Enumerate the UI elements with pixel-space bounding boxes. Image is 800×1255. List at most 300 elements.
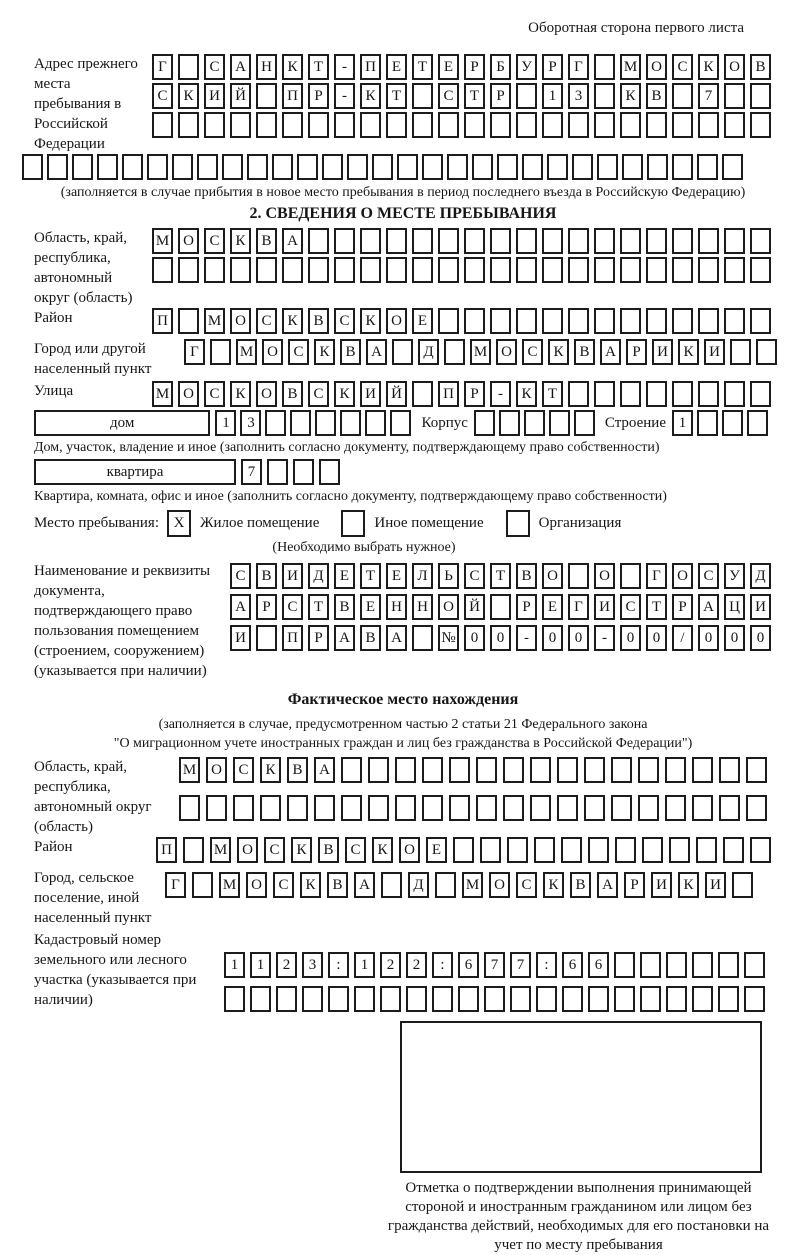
char-cell[interactable]: Ь [438,563,459,589]
char-cell[interactable] [464,257,485,283]
char-cell[interactable]: П [152,308,173,334]
char-cell[interactable]: О [594,563,615,589]
char-cell[interactable]: С [288,339,309,365]
char-cell[interactable]: В [360,625,381,651]
char-cell[interactable]: 3 [302,952,323,978]
char-cell[interactable] [594,54,615,80]
char-cell[interactable]: К [291,837,312,863]
char-cell[interactable] [557,795,578,821]
char-cell[interactable]: В [340,339,361,365]
char-cell[interactable] [646,257,667,283]
checkbox-organizatsiya[interactable] [506,510,530,537]
char-cell[interactable]: С [516,872,537,898]
char-cell[interactable] [588,986,609,1012]
char-cell[interactable] [47,154,68,180]
char-cell[interactable] [334,257,355,283]
char-cell[interactable] [597,154,618,180]
char-cell[interactable] [723,837,744,863]
char-cell[interactable]: 0 [724,625,745,651]
char-cell[interactable] [22,154,43,180]
char-cell[interactable]: Т [412,54,433,80]
char-cell[interactable] [646,112,667,138]
char-cell[interactable] [568,228,589,254]
char-cell[interactable]: Г [152,54,173,80]
char-cell[interactable]: В [750,54,771,80]
char-cell[interactable]: Е [386,54,407,80]
char-cell[interactable] [490,112,511,138]
char-cell[interactable] [395,795,416,821]
char-cell[interactable] [334,112,355,138]
char-cell[interactable] [640,986,661,1012]
char-cell[interactable]: О [438,594,459,620]
char-cell[interactable]: Е [438,54,459,80]
char-cell[interactable] [568,381,589,407]
char-cell[interactable]: С [620,594,641,620]
char-cell[interactable] [614,952,635,978]
char-cell[interactable]: И [594,594,615,620]
char-cell[interactable] [561,837,582,863]
char-cell[interactable] [672,83,693,109]
char-cell[interactable] [178,308,199,334]
char-cell[interactable]: К [698,54,719,80]
char-cell[interactable]: Р [256,594,277,620]
char-cell[interactable]: А [230,594,251,620]
char-cell[interactable] [647,154,668,180]
char-cell[interactable] [397,154,418,180]
char-cell[interactable]: И [651,872,672,898]
char-cell[interactable] [697,154,718,180]
char-cell[interactable] [516,228,537,254]
char-cell[interactable]: П [438,381,459,407]
char-cell[interactable] [547,154,568,180]
char-cell[interactable]: А [597,872,618,898]
char-cell[interactable]: М [219,872,240,898]
char-cell[interactable]: Р [626,339,647,365]
char-cell[interactable]: М [152,228,173,254]
char-cell[interactable]: 2 [380,952,401,978]
char-cell[interactable] [611,757,632,783]
char-cell[interactable] [464,228,485,254]
char-cell[interactable] [692,952,713,978]
char-cell[interactable] [432,986,453,1012]
char-cell[interactable] [458,986,479,1012]
char-cell[interactable] [746,795,767,821]
char-cell[interactable]: 6 [562,952,583,978]
char-cell[interactable]: Е [334,563,355,589]
char-cell[interactable] [360,257,381,283]
char-cell[interactable] [272,154,293,180]
char-cell[interactable]: Е [542,594,563,620]
char-cell[interactable]: 1 [672,410,693,436]
char-cell[interactable]: К [516,381,537,407]
char-cell[interactable] [698,308,719,334]
char-cell[interactable]: А [282,228,303,254]
char-cell[interactable]: А [386,625,407,651]
char-cell[interactable]: Н [412,594,433,620]
char-cell[interactable]: К [178,83,199,109]
char-cell[interactable] [490,308,511,334]
char-cell[interactable] [224,986,245,1012]
char-cell[interactable]: В [516,563,537,589]
char-cell[interactable] [672,112,693,138]
char-cell[interactable]: 7 [484,952,505,978]
char-cell[interactable]: С [230,563,251,589]
char-cell[interactable] [620,112,641,138]
char-cell[interactable] [260,795,281,821]
char-cell[interactable]: М [210,837,231,863]
char-cell[interactable] [340,410,361,436]
char-cell[interactable] [722,154,743,180]
char-cell[interactable]: О [386,308,407,334]
char-cell[interactable]: Т [542,381,563,407]
char-cell[interactable] [638,795,659,821]
char-cell[interactable]: М [620,54,641,80]
char-cell[interactable] [230,112,251,138]
char-cell[interactable]: - [516,625,537,651]
char-cell[interactable]: 1 [354,952,375,978]
char-cell[interactable] [646,228,667,254]
char-cell[interactable] [122,154,143,180]
char-cell[interactable] [620,228,641,254]
char-cell[interactable] [368,795,389,821]
char-cell[interactable] [178,54,199,80]
char-cell[interactable] [472,154,493,180]
char-cell[interactable]: К [360,308,381,334]
char-cell[interactable] [750,257,771,283]
char-cell[interactable]: Р [490,83,511,109]
char-cell[interactable] [756,339,777,365]
char-cell[interactable] [406,986,427,1012]
char-cell[interactable] [206,795,227,821]
char-cell[interactable] [615,837,636,863]
char-cell[interactable]: И [652,339,673,365]
char-cell[interactable]: Е [386,563,407,589]
char-cell[interactable]: 6 [588,952,609,978]
char-cell[interactable]: 1 [224,952,245,978]
char-cell[interactable]: Т [308,54,329,80]
char-cell[interactable]: Й [230,83,251,109]
char-cell[interactable]: Р [464,54,485,80]
char-cell[interactable] [390,410,411,436]
char-cell[interactable]: В [287,757,308,783]
char-cell[interactable]: А [698,594,719,620]
char-cell[interactable]: 7 [698,83,719,109]
char-cell[interactable] [542,257,563,283]
char-cell[interactable] [308,228,329,254]
char-cell[interactable] [449,757,470,783]
char-cell[interactable] [365,410,386,436]
char-cell[interactable] [412,83,433,109]
char-cell[interactable]: В [334,594,355,620]
char-cell[interactable]: П [282,83,303,109]
char-cell[interactable] [499,410,520,436]
char-cell[interactable] [197,154,218,180]
char-cell[interactable]: С [672,54,693,80]
char-cell[interactable]: А [354,872,375,898]
char-cell[interactable] [319,459,340,485]
char-cell[interactable] [178,257,199,283]
char-cell[interactable]: О [646,54,667,80]
char-cell[interactable] [412,257,433,283]
char-cell[interactable] [672,228,693,254]
char-cell[interactable] [697,410,718,436]
char-cell[interactable]: С [282,594,303,620]
char-cell[interactable] [750,381,771,407]
char-cell[interactable] [640,952,661,978]
char-cell[interactable]: О [237,837,258,863]
char-cell[interactable] [347,154,368,180]
char-cell[interactable]: К [300,872,321,898]
char-cell[interactable]: Р [672,594,693,620]
char-cell[interactable] [549,410,570,436]
char-cell[interactable] [172,154,193,180]
char-cell[interactable] [192,872,213,898]
char-cell[interactable]: Й [386,381,407,407]
char-cell[interactable]: 0 [464,625,485,651]
char-cell[interactable]: В [256,563,277,589]
char-cell[interactable]: Б [490,54,511,80]
char-cell[interactable]: 6 [458,952,479,978]
char-cell[interactable] [386,228,407,254]
char-cell[interactable] [750,837,771,863]
char-cell[interactable]: И [282,563,303,589]
char-cell[interactable] [516,112,537,138]
char-cell[interactable] [230,257,251,283]
char-cell[interactable] [412,625,433,651]
char-cell[interactable] [334,228,355,254]
char-cell[interactable]: П [360,54,381,80]
char-cell[interactable] [204,257,225,283]
char-cell[interactable] [724,308,745,334]
char-cell[interactable] [698,381,719,407]
char-cell[interactable] [256,625,277,651]
char-cell[interactable] [718,986,739,1012]
char-cell[interactable]: К [678,339,699,365]
char-cell[interactable]: К [678,872,699,898]
char-cell[interactable]: 0 [646,625,667,651]
char-cell[interactable]: О [256,381,277,407]
char-cell[interactable]: О [672,563,693,589]
char-cell[interactable]: В [574,339,595,365]
char-cell[interactable]: О [178,381,199,407]
char-cell[interactable] [620,308,641,334]
char-cell[interactable]: Г [568,54,589,80]
char-cell[interactable] [638,757,659,783]
checkbox-zhiloe[interactable]: X [167,510,191,537]
char-cell[interactable]: К [372,837,393,863]
char-cell[interactable]: Ц [724,594,745,620]
char-cell[interactable] [503,795,524,821]
char-cell[interactable] [368,757,389,783]
char-cell[interactable]: В [282,381,303,407]
char-cell[interactable] [476,795,497,821]
char-cell[interactable] [412,112,433,138]
char-cell[interactable]: И [360,381,381,407]
char-cell[interactable]: И [750,594,771,620]
char-cell[interactable]: Т [490,563,511,589]
char-cell[interactable] [574,410,595,436]
char-cell[interactable]: В [256,228,277,254]
char-cell[interactable] [256,112,277,138]
char-cell[interactable] [594,308,615,334]
char-cell[interactable] [381,872,402,898]
char-cell[interactable] [287,795,308,821]
char-cell[interactable] [422,757,443,783]
char-cell[interactable] [672,257,693,283]
char-cell[interactable]: П [282,625,303,651]
char-cell[interactable] [620,257,641,283]
char-cell[interactable] [308,112,329,138]
char-cell[interactable]: Е [412,308,433,334]
char-cell[interactable] [730,339,751,365]
char-cell[interactable] [747,410,768,436]
char-cell[interactable]: А [600,339,621,365]
char-cell[interactable] [97,154,118,180]
char-cell[interactable] [542,308,563,334]
char-cell[interactable] [490,228,511,254]
char-cell[interactable]: 3 [240,410,261,436]
char-cell[interactable]: Т [360,563,381,589]
char-cell[interactable]: О [262,339,283,365]
char-cell[interactable] [453,837,474,863]
char-cell[interactable] [341,757,362,783]
char-cell[interactable]: 2 [406,952,427,978]
char-cell[interactable] [490,257,511,283]
char-cell[interactable] [412,381,433,407]
char-cell[interactable]: С [204,228,225,254]
char-cell[interactable] [516,257,537,283]
char-cell[interactable]: : [432,952,453,978]
char-cell[interactable]: Д [418,339,439,365]
char-cell[interactable]: О [496,339,517,365]
char-cell[interactable] [594,228,615,254]
char-cell[interactable] [152,112,173,138]
char-cell[interactable]: И [704,339,725,365]
char-cell[interactable] [562,986,583,1012]
char-cell[interactable] [464,308,485,334]
char-cell[interactable] [750,83,771,109]
char-cell[interactable] [522,154,543,180]
char-cell[interactable]: С [204,54,225,80]
char-cell[interactable] [665,795,686,821]
char-cell[interactable] [620,381,641,407]
char-cell[interactable] [210,339,231,365]
char-cell[interactable] [724,257,745,283]
char-cell[interactable] [360,112,381,138]
char-cell[interactable]: Д [308,563,329,589]
char-cell[interactable]: К [282,308,303,334]
char-cell[interactable] [474,410,495,436]
char-cell[interactable]: : [536,952,557,978]
char-cell[interactable] [372,154,393,180]
char-cell[interactable]: А [366,339,387,365]
char-cell[interactable]: Р [516,594,537,620]
char-cell[interactable] [594,112,615,138]
char-cell[interactable] [256,257,277,283]
char-cell[interactable] [692,986,713,1012]
char-cell[interactable]: О [724,54,745,80]
char-cell[interactable]: Т [308,594,329,620]
char-cell[interactable]: О [246,872,267,898]
char-cell[interactable] [744,986,765,1012]
char-cell[interactable]: С [438,83,459,109]
char-cell[interactable] [444,339,465,365]
char-cell[interactable]: М [204,308,225,334]
char-cell[interactable]: О [178,228,199,254]
char-cell[interactable]: К [620,83,641,109]
char-cell[interactable]: О [230,308,251,334]
char-cell[interactable] [614,986,635,1012]
char-cell[interactable]: С [233,757,254,783]
char-cell[interactable] [422,154,443,180]
char-cell[interactable] [265,410,286,436]
char-cell[interactable]: С [698,563,719,589]
char-cell[interactable]: А [314,757,335,783]
char-cell[interactable]: 0 [620,625,641,651]
char-cell[interactable] [744,952,765,978]
char-cell[interactable] [250,986,271,1012]
char-cell[interactable] [233,795,254,821]
char-cell[interactable]: О [489,872,510,898]
char-cell[interactable] [435,872,456,898]
char-cell[interactable] [438,228,459,254]
char-cell[interactable] [302,986,323,1012]
char-cell[interactable] [290,410,311,436]
char-cell[interactable]: Е [360,594,381,620]
char-cell[interactable]: Н [256,54,277,80]
char-cell[interactable]: : [328,952,349,978]
char-cell[interactable] [179,795,200,821]
char-cell[interactable]: М [470,339,491,365]
char-cell[interactable] [672,154,693,180]
char-cell[interactable] [594,381,615,407]
char-cell[interactable]: В [570,872,591,898]
char-cell[interactable] [464,112,485,138]
char-cell[interactable]: У [516,54,537,80]
char-cell[interactable] [247,154,268,180]
char-cell[interactable] [568,563,589,589]
char-cell[interactable] [724,381,745,407]
char-cell[interactable] [314,795,335,821]
char-cell[interactable]: Н [386,594,407,620]
char-cell[interactable]: К [334,381,355,407]
char-cell[interactable]: 1 [250,952,271,978]
char-cell[interactable] [750,228,771,254]
char-cell[interactable] [354,986,375,1012]
char-cell[interactable]: И [204,83,225,109]
char-cell[interactable] [719,795,740,821]
char-cell[interactable]: К [314,339,335,365]
char-cell[interactable]: 1 [215,410,236,436]
char-cell[interactable] [380,986,401,1012]
char-cell[interactable] [692,795,713,821]
char-cell[interactable]: / [672,625,693,651]
char-cell[interactable] [282,257,303,283]
char-cell[interactable] [746,757,767,783]
char-cell[interactable]: 0 [542,625,563,651]
char-cell[interactable]: 3 [568,83,589,109]
char-cell[interactable] [524,410,545,436]
char-cell[interactable]: 1 [542,83,563,109]
char-cell[interactable] [594,257,615,283]
char-cell[interactable]: В [308,308,329,334]
char-cell[interactable] [696,837,717,863]
char-cell[interactable]: Г [184,339,205,365]
char-cell[interactable] [665,757,686,783]
char-cell[interactable] [308,257,329,283]
char-cell[interactable] [516,308,537,334]
char-cell[interactable] [204,112,225,138]
